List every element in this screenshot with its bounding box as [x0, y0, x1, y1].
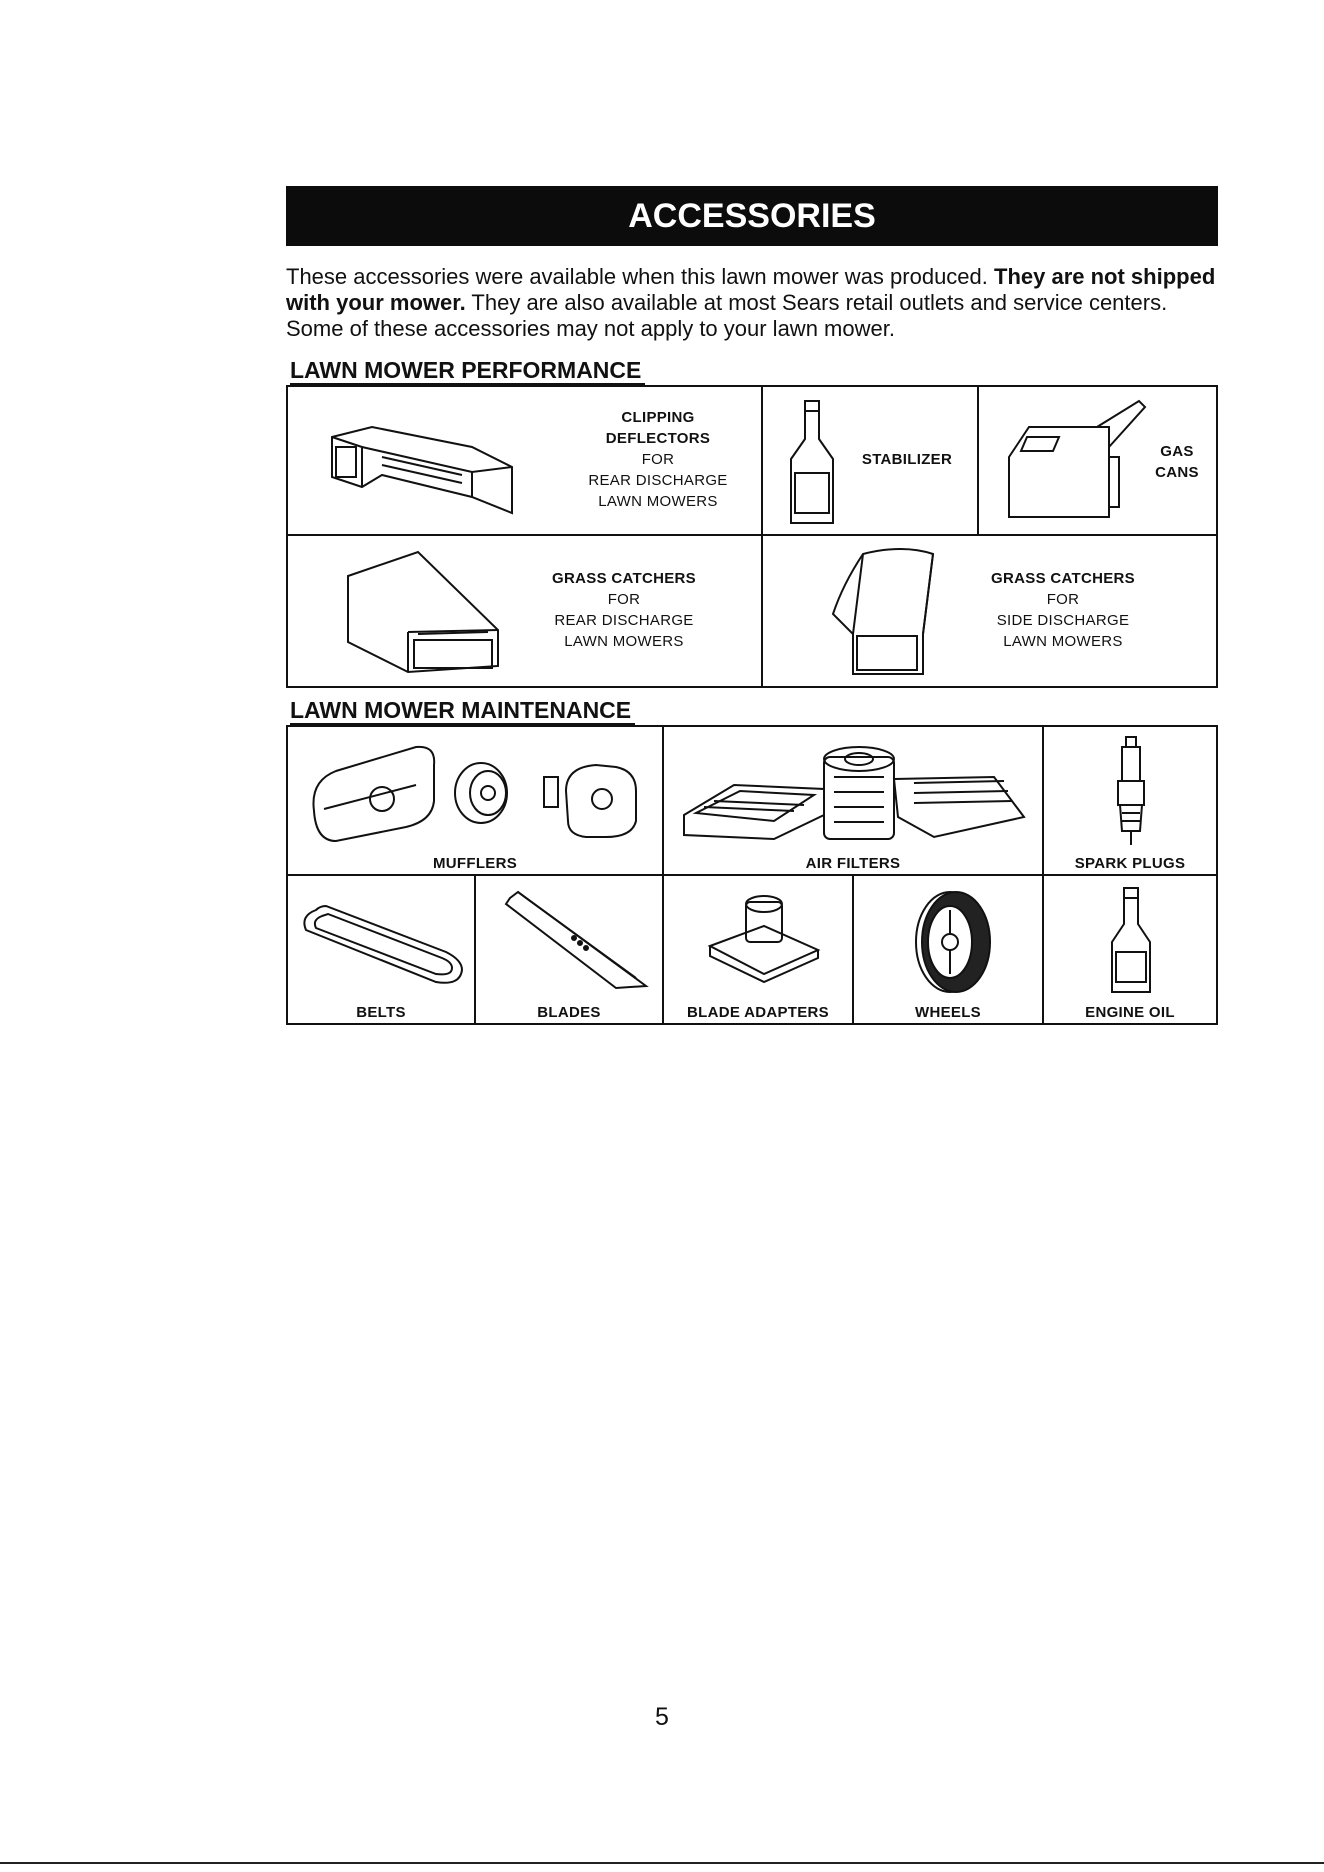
mufflers-label: MUFFLERS [432, 855, 518, 872]
blade-adapters-label: BLADE ADAPTERS [687, 1004, 829, 1021]
performance-grid [286, 385, 1218, 688]
stabilizer-bottle-icon [785, 399, 839, 529]
air-filters-icon [674, 737, 1034, 849]
spark-plugs-cell [1044, 727, 1216, 876]
blade-adapter-icon [704, 890, 824, 990]
bottom-rule [0, 1862, 1324, 1864]
engine-oil-label: ENGINE OIL [1085, 1004, 1175, 1021]
page-number: 5 [655, 1703, 669, 1731]
page-title: ACCESSORIES [286, 186, 1218, 246]
gas-cans-label: GAS CANS [1155, 443, 1199, 481]
stabilizer-cell [763, 387, 979, 536]
belts-cell [288, 876, 476, 1023]
side-grass-catcher-icon [823, 544, 953, 679]
side-catchers-cell [763, 536, 1216, 686]
clipping-deflectors-cell [288, 387, 763, 536]
clipping-deflector-icon [322, 417, 522, 517]
wheels-cell [854, 876, 1044, 1023]
blades-cell [476, 876, 664, 1023]
blades-label: BLADES [537, 1004, 601, 1021]
gas-cans-cell [979, 387, 1216, 536]
maintenance-grid [286, 725, 1218, 1025]
stabilizer-label: STABILIZER [861, 451, 953, 468]
intro-text-1: These accessories were available when this lawn mower was produced. [286, 264, 995, 289]
rear-catchers-cell [288, 536, 763, 686]
air-filters-cell [664, 727, 1044, 876]
engine-oil-cell [1044, 876, 1216, 1023]
rear-grass-catcher-icon [338, 546, 508, 676]
mufflers-cell [288, 727, 664, 876]
wheels-label: WHEELS [915, 1004, 981, 1021]
gas-can-icon [999, 397, 1149, 527]
clipping-deflectors-label: CLIPPING DEFLECTORS FOR REAR DISCHARGE LAWN MOWERS [588, 409, 728, 510]
mufflers-icon [306, 741, 646, 849]
maintenance-heading: LAWN MOWER MAINTENANCE [290, 697, 635, 725]
spark-plug-icon [1104, 735, 1158, 849]
engine-oil-bottle-icon [1106, 886, 1156, 998]
blade-adapters-cell [664, 876, 854, 1023]
intro-bold-notice: They are not shipped with your mower. [286, 264, 1216, 315]
intro-paragraph [286, 264, 1226, 342]
blade-icon [496, 886, 656, 996]
side-catchers-label: GRASS CATCHERS FOR SIDE DISCHARGE LAWN MOWERS [991, 570, 1135, 650]
belt-icon [296, 890, 470, 990]
performance-heading: LAWN MOWER PERFORMANCE [290, 357, 645, 385]
belts-label: BELTS [356, 1004, 406, 1021]
air-filters-label: AIR FILTERS [805, 855, 901, 872]
spark-plugs-label: SPARK PLUGS [1074, 855, 1186, 872]
wheel-icon [900, 886, 1000, 998]
intro-text-2: They are also available at most Sears retail outlets and service centers. Some of these accessories may not apply to your lawn mower. [286, 290, 1168, 341]
rear-catchers-label: GRASS CATCHERS FOR REAR DISCHARGE LAWN MOWERS [552, 570, 696, 650]
